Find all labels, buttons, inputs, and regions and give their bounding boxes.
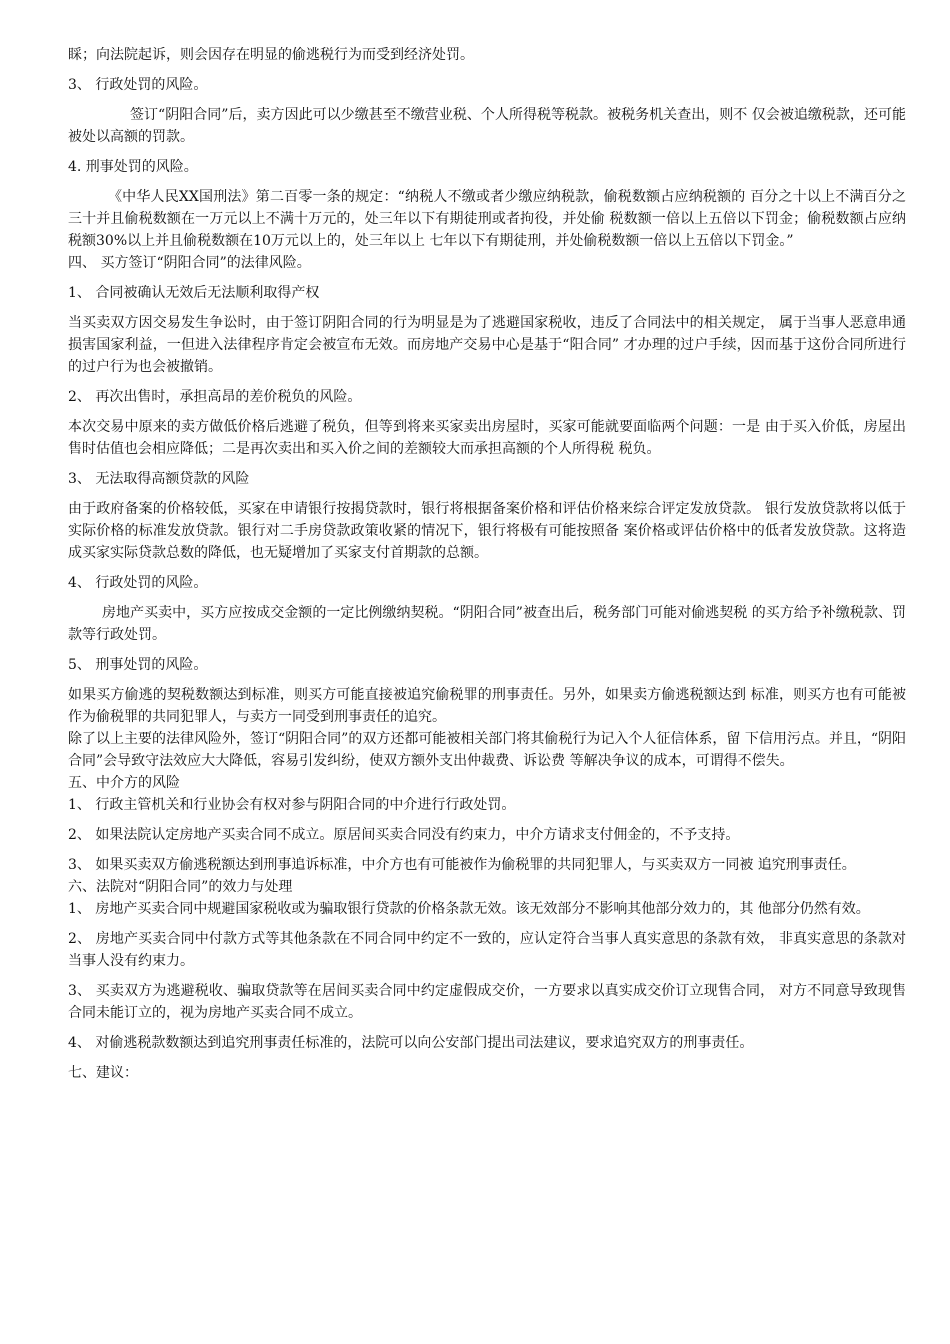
list-item: 2、 房地产买卖合同中付款方式等其他条款在不同合同中约定不一致的，应认定符合当事人真实意思的条款有效， 非真实意思的条款对当事人没有约束力。 xyxy=(68,931,906,969)
paragraph: 本次交易中原来的卖方做低价格后逃避了税负，但等到将来买家卖出房屋时，买家可能就要面临两个问题：一是 由于买入价低，房屋出售时估值也会相应降低；二是再次卖出和买入价之间的差额较大而承担高额的个人所得税 税负。 xyxy=(68,419,906,457)
section-heading: 1、 合同被确认无效后无法顺利取得产权 xyxy=(68,285,320,301)
section-heading: 3、 行政处罚的风险。 xyxy=(68,77,208,93)
section-heading: 4. 刑事处罚的风险。 xyxy=(68,159,198,175)
section-heading: 五、中介方的风险 xyxy=(68,775,180,791)
section-heading: 六、法院对“阴阳合同”的效力与处理 xyxy=(68,879,293,895)
list-item: 4、 对偷逃税款数额达到追究刑事责任标准的，法院可以向公安部门提出司法建议，要求追究双方的刑事责任。 xyxy=(68,1035,754,1051)
paragraph: 睬；向法院起诉，则会因存在明显的偷逃税行为而受到经济处罚。 xyxy=(68,47,474,63)
section-heading: 4、 行政处罚的风险。 xyxy=(68,575,208,591)
section-heading: 2、 再次出售时，承担高昂的差价税负的风险。 xyxy=(68,389,362,405)
section-heading: 七、建议： xyxy=(68,1065,138,1081)
list-item: 1、 房地产买卖合同中规避国家税收或为骗取银行贷款的价格条款无效。该无效部分不影响其他部分效力的，其 他部分仍然有效。 xyxy=(68,901,870,917)
section-heading: 5、 刑事处罚的风险。 xyxy=(68,657,208,673)
list-item: 3、 买卖双方为逃避税收、骗取贷款等在居间买卖合同中约定虚假成交价，一方要求以真实成交价订立现售合同， 对方不同意导致现售合同未能订立的，视为房地产买卖合同不成立。 xyxy=(68,983,906,1021)
section-heading: 3、 无法取得高额贷款的风险 xyxy=(68,471,250,487)
list-item: 1、 行政主管机关和行业协会有权对参与阴阳合同的中介进行行政处罚。 xyxy=(68,797,516,813)
paragraph: 当买卖双方因交易发生争讼时，由于签订阴阳合同的行为明显是为了逃避国家税收，违反了合同法中的相关规定， 属于当事人恶意串通损害国家利益，一但进入法律程序肯定会被宣布无效。而房地产交易中心是基于“阳合同” 才办理的过户手续，因而基于这份合同所进行的过户行为也会被撤销。 xyxy=(68,315,906,375)
paragraph: 除了以上主要的法律风险外，签订“阴阳合同”的双方还都可能被相关部门将其偷税行为记入个人征信体系，留 下信用污点。并且，“阴阳合同”会导致守法效应大大降低，容易引发纠纷，使双方额外支出仲裁费、诉讼费 等解决争议的成本，可谓得不偿失。 xyxy=(68,731,906,769)
document-page xyxy=(68,44,906,1084)
paragraph: 《中华人民XX国刑法》第二百零一条的规定：“纳税人不缴或者少缴应纳税款，偷税数额占应纳税额的 百分之十以上不满百分之三十并且偷税数额在一万元以上不满十万元的，处三年以下有期徒刑或者拘役，并处偷 税数额一倍以上五倍以下罚金；偷税数额占应纳税额30%以上并且偷税数额在10万元以上的，处三年以上 七年以下有期徒刑，并处偷税数额一倍以上五倍以下罚金。” xyxy=(68,189,906,249)
paragraph: 房地产买卖中，买方应按成交金额的一定比例缴纳契税。“阴阳合同”被查出后，税务部门可能对偷逃契税 的买方给予补缴税款、罚款等行政处罚。 xyxy=(68,605,906,643)
paragraph: 签订“阴阳合同”后，卖方因此可以少缴甚至不缴营业税、个人所得税等税款。被税务机关查出，则不 仅会被追缴税款，还可能被处以高额的罚款。 xyxy=(68,107,906,145)
list-item: 2、 如果法院认定房地产买卖合同不成立。原居间买卖合同没有约束力，中介方请求支付佣金的，不予支持。 xyxy=(68,827,740,843)
section-heading: 四、 买方签订“阴阳合同”的法律风险。 xyxy=(68,255,311,271)
paragraph: 如果买方偷逃的契税数额达到标准，则买方可能直接被追究偷税罪的刑事责任。另外，如果卖方偷逃税额达到 标准，则买方也有可能被作为偷税罪的共同犯罪人，与卖方一同受到刑事责任的追究。 xyxy=(68,687,906,725)
list-item: 3、 如果买卖双方偷逃税额达到刑事追诉标准，中介方也有可能被作为偷税罪的共同犯罪人，与买卖双方一同被 追究刑事责任。 xyxy=(68,857,856,873)
paragraph: 由于政府备案的价格较低，买家在申请银行按揭贷款时，银行将根据备案价格和评估价格来综合评定发放贷款。 银行发放贷款将以低于实际价格的标准发放贷款。银行对二手房贷款政策收紧的情况下，银行将极有可能按照备 案价格或评估价格中的低者发放贷款。这将造成买家实际贷款总数的降低，也无疑增加了买家支付首期款的总额。 xyxy=(68,501,906,561)
